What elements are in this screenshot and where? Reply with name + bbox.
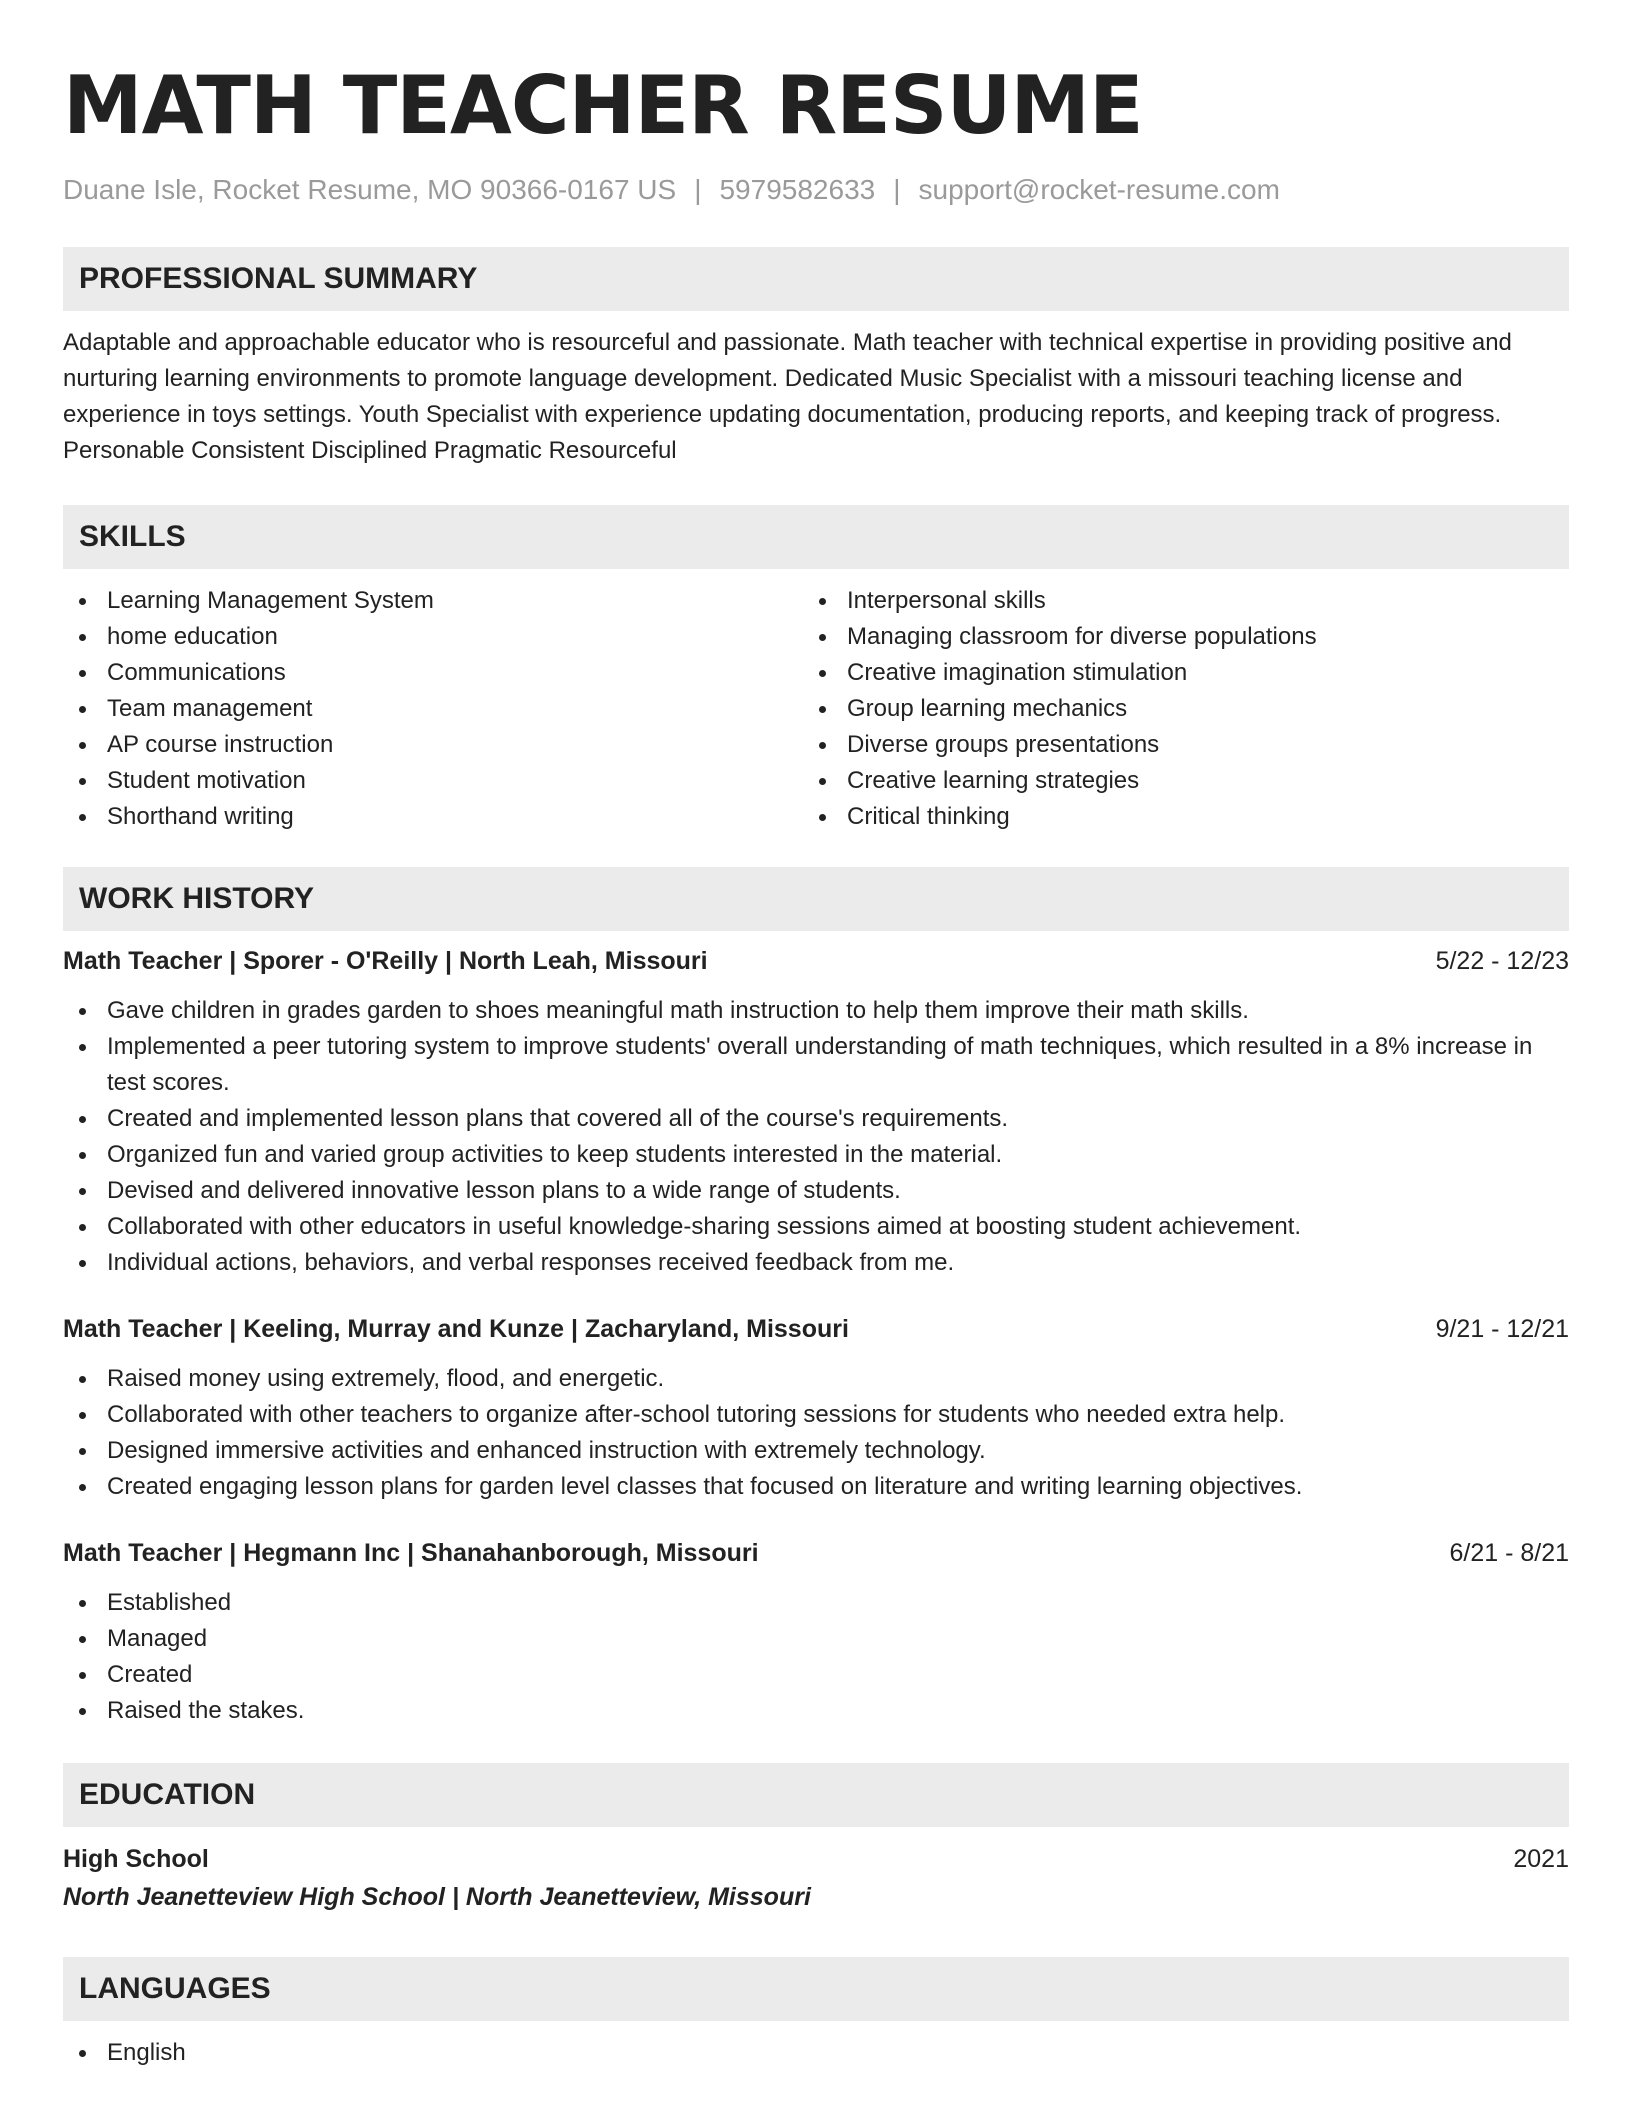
skill-item: Group learning mechanics xyxy=(803,691,1543,727)
skill-item: Diverse groups presentations xyxy=(803,727,1543,763)
job-bullet: Created xyxy=(63,1657,1569,1693)
section-heading-skills: SKILLS xyxy=(63,505,1569,569)
job-entry xyxy=(63,1535,1569,1729)
job-dates: 6/21 - 8/21 xyxy=(1449,1538,1569,1567)
job-bullet: Raised the stakes. xyxy=(63,1693,1569,1729)
job-bullets xyxy=(63,1361,1569,1505)
job-bullet: Collaborated with other educators in useful knowledge-sharing sessions aimed at boosting student achievement. xyxy=(63,1209,1569,1245)
job-entry xyxy=(63,943,1569,1281)
job-bullet: Established xyxy=(63,1585,1569,1621)
skills-column-right xyxy=(803,583,1543,835)
languages-list xyxy=(63,2035,1569,2071)
contact-separator: | xyxy=(893,174,901,205)
skill-item: Student motivation xyxy=(63,763,803,799)
contact-line xyxy=(63,173,1569,207)
section-heading-languages: LANGUAGES xyxy=(63,1957,1569,2021)
resume-title: MATH TEACHER RESUME xyxy=(63,59,1143,152)
section-heading-education: EDUCATION xyxy=(63,1763,1569,1827)
job-bullet: Designed immersive activities and enhanced instruction with extremely technology. xyxy=(63,1433,1569,1469)
job-bullet: Raised money using extremely, flood, and energetic. xyxy=(63,1361,1569,1397)
job-bullets xyxy=(63,1585,1569,1729)
skill-item: Managing classroom for diverse populations xyxy=(803,619,1543,655)
education-school: North Jeanetteview High School | North Jeanetteview, Missouri xyxy=(63,1882,811,1911)
skill-item: AP course instruction xyxy=(63,727,803,763)
education-header xyxy=(63,1841,1569,1877)
skills-column-left xyxy=(63,583,803,835)
skill-item: Shorthand writing xyxy=(63,799,803,835)
job-title: Math Teacher | Keeling, Murray and Kunze | Zacharyland, Missouri xyxy=(63,1314,849,1343)
job-bullet: Individual actions, behaviors, and verbal responses received feedback from me. xyxy=(63,1245,1569,1281)
skill-item: Learning Management System xyxy=(63,583,803,619)
languages-section xyxy=(63,1957,1569,2071)
job-bullet: Created engaging lesson plans for garden level classes that focused on literature and writing learning objectives. xyxy=(63,1469,1569,1505)
job-title: Math Teacher | Sporer - O'Reilly | North Leah, Missouri xyxy=(63,946,708,975)
contact-email: support@rocket-resume.com xyxy=(918,174,1280,205)
contact-address: Duane Isle, Rocket Resume, MO 90366-0167 US xyxy=(63,174,677,205)
job-header xyxy=(63,1535,1569,1571)
job-entry xyxy=(63,1311,1569,1505)
summary-text: Adaptable and approachable educator who is resourceful and passionate. Math teacher with technical expertise in providing positive and nurturing learning environments to promote language development. Dedicated Music Specialist with a missouri teaching license and experience in toys settings. Youth Specialist with experience updating documentation, producing reports, and keeping track of progress. Personable Consistent Disciplined Pragmatic Resourceful xyxy=(63,328,1512,464)
job-bullet: Collaborated with other teachers to organize after-school tutoring sessions for students who needed extra help. xyxy=(63,1397,1569,1433)
skills-list xyxy=(63,583,1569,835)
section-heading-work-history: WORK HISTORY xyxy=(63,867,1569,931)
job-dates: 5/22 - 12/23 xyxy=(1435,946,1569,975)
job-dates: 9/21 - 12/21 xyxy=(1435,1314,1569,1343)
job-header xyxy=(63,943,1569,979)
job-bullet: Organized fun and varied group activities to keep students interested in the material. xyxy=(63,1137,1569,1173)
job-title: Math Teacher | Hegmann Inc | Shanahanborough, Missouri xyxy=(63,1538,759,1567)
skill-item: Communications xyxy=(63,655,803,691)
education-degree: High School xyxy=(63,1844,209,1873)
skill-item: Interpersonal skills xyxy=(803,583,1543,619)
contact-separator: | xyxy=(694,174,702,205)
skill-item: Creative learning strategies xyxy=(803,763,1543,799)
job-bullet: Implemented a peer tutoring system to improve students' overall understanding of math techniques, which resulted in a 8% increase in test scores. xyxy=(63,1029,1569,1101)
job-bullet: Devised and delivered innovative lesson plans to a wide range of students. xyxy=(63,1173,1569,1209)
language-item: English xyxy=(63,2035,1569,2071)
job-header xyxy=(63,1311,1569,1347)
skill-item: Team management xyxy=(63,691,803,727)
education-entry xyxy=(63,1841,1569,1917)
contact-phone: 5979582633 xyxy=(719,174,876,205)
skill-item: Creative imagination stimulation xyxy=(803,655,1543,691)
job-bullets xyxy=(63,993,1569,1281)
job-bullet: Gave children in grades garden to shoes meaningful math instruction to help them improve their math skills. xyxy=(63,993,1569,1029)
skill-item: Critical thinking xyxy=(803,799,1543,835)
job-bullet: Created and implemented lesson plans that covered all of the course's requirements. xyxy=(63,1101,1569,1137)
skill-item: home education xyxy=(63,619,803,655)
education-year: 2021 xyxy=(1513,1844,1569,1873)
job-bullet: Managed xyxy=(63,1621,1569,1657)
section-heading-summary: PROFESSIONAL SUMMARY xyxy=(63,247,1569,311)
